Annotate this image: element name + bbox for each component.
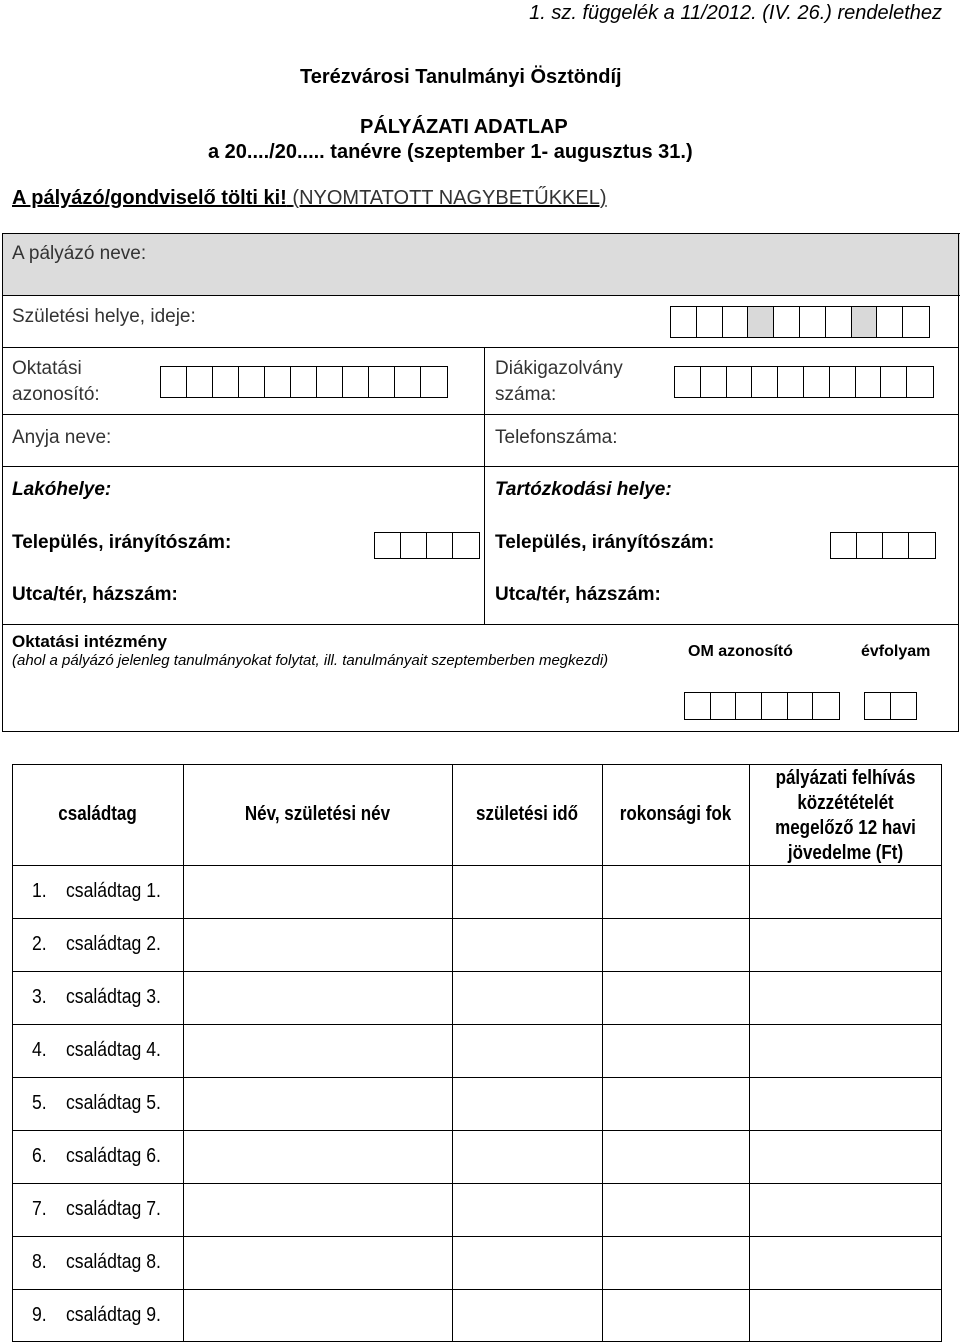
table-row xyxy=(12,865,183,918)
row-number: 1. xyxy=(32,880,47,902)
stay-place-label: Tartózkodási helye: xyxy=(495,479,672,500)
student-card-boxes[interactable] xyxy=(674,366,934,398)
table-row xyxy=(12,918,183,971)
student-card-label-1: Diákigazolvány xyxy=(495,358,623,379)
table-row xyxy=(12,1077,183,1130)
street-right-label: Utca/tér, házszám: xyxy=(495,584,661,605)
divider-birth xyxy=(2,347,959,348)
row-label: családtag 1. xyxy=(66,880,161,902)
table-row xyxy=(12,1289,183,1342)
row-label: családtag 2. xyxy=(66,933,161,955)
residence-label: Lakóhelye: xyxy=(12,479,112,500)
table-row xyxy=(12,1183,183,1236)
frame-right xyxy=(958,233,959,732)
divider-mother xyxy=(2,466,959,467)
form-title: PÁLYÁZATI ADATLAP xyxy=(360,116,568,138)
annex-reference: 1. sz. függelék a 11/2012. (IV. 26.) rendelethez xyxy=(529,2,942,24)
row-label: családtag 7. xyxy=(66,1198,161,1220)
row-number: 5. xyxy=(32,1092,47,1114)
row-number: 7. xyxy=(32,1198,47,1220)
om-id-label: OM azonosító xyxy=(688,643,793,660)
frame-bottom xyxy=(2,731,959,732)
scholarship-title: Terézvárosi Tanulmányi Ösztöndíj xyxy=(300,66,622,88)
table-row xyxy=(12,1236,183,1289)
grade-label: évfolyam xyxy=(861,643,931,660)
institution-title: Oktatási intézmény xyxy=(12,632,167,651)
row-label: családtag 5. xyxy=(66,1092,161,1114)
student-card-label-2: száma: xyxy=(495,384,557,405)
phone-label: Telefonszáma: xyxy=(495,427,618,448)
col-member-header: családtag xyxy=(58,803,137,825)
fill-note: (NYOMTATOTT NAGYBETŰKKEL) xyxy=(292,187,607,209)
row-label: családtag 4. xyxy=(66,1039,161,1061)
row-number: 2. xyxy=(32,933,47,955)
row-label: családtag 3. xyxy=(66,986,161,1008)
table-row xyxy=(12,971,183,1024)
zip-left-boxes[interactable] xyxy=(374,532,480,559)
table-row xyxy=(12,1024,183,1077)
om-id-boxes[interactable] xyxy=(684,692,840,720)
grade-boxes[interactable] xyxy=(864,692,917,720)
divider-address xyxy=(2,624,959,625)
row-number: 8. xyxy=(32,1251,47,1273)
birth-date-boxes[interactable] xyxy=(670,306,930,338)
education-id-label-2: azonosító: xyxy=(12,384,100,405)
col-birth-header: születési idő xyxy=(475,803,579,825)
education-id-label-1: Oktatási xyxy=(12,358,82,379)
city-zip-right-label: Település, irányítószám: xyxy=(495,532,715,553)
applicant-name-label: A pályázó neve: xyxy=(12,243,147,264)
col-name-header: Név, születési név xyxy=(244,803,391,825)
row-number: 9. xyxy=(32,1304,47,1326)
row-number: 4. xyxy=(32,1039,47,1061)
city-zip-left-label: Település, irányítószám: xyxy=(12,532,232,553)
row-label: családtag 9. xyxy=(66,1304,161,1326)
mother-name-label: Anyja neve: xyxy=(12,427,112,448)
street-left-label: Utca/tér, házszám: xyxy=(12,584,178,605)
fill-instruction-line xyxy=(12,187,607,210)
row-number: 6. xyxy=(32,1145,47,1167)
col-relation-header: rokonsági fok xyxy=(619,803,732,825)
fill-instruction: A pályázó/gondviselő tölti ki! xyxy=(12,187,287,209)
frame-left xyxy=(2,296,3,732)
row-label: családtag 8. xyxy=(66,1251,161,1273)
education-id-boxes[interactable] xyxy=(160,366,448,398)
middle-divider xyxy=(484,347,485,624)
institution-note: (ahol a pályázó jelenleg tanulmányokat folytat, ill. tanulmányait szeptemberben megkezdi) xyxy=(12,652,609,669)
row-number: 3. xyxy=(32,986,47,1008)
table-row xyxy=(12,1130,183,1183)
divider-ids xyxy=(2,414,959,415)
col-income-header: pályázati felhívás közzétételét megelőző 12 havi jövedelme (Ft) xyxy=(775,767,916,864)
school-year: a 20..../20..... tanévre (szeptember 1- augusztus 31.) xyxy=(208,141,693,163)
zip-right-boxes[interactable] xyxy=(830,532,936,559)
family-table xyxy=(12,764,942,1342)
row-label: családtag 6. xyxy=(66,1145,161,1167)
birth-place-label: Születési helye, ideje: xyxy=(12,306,196,327)
